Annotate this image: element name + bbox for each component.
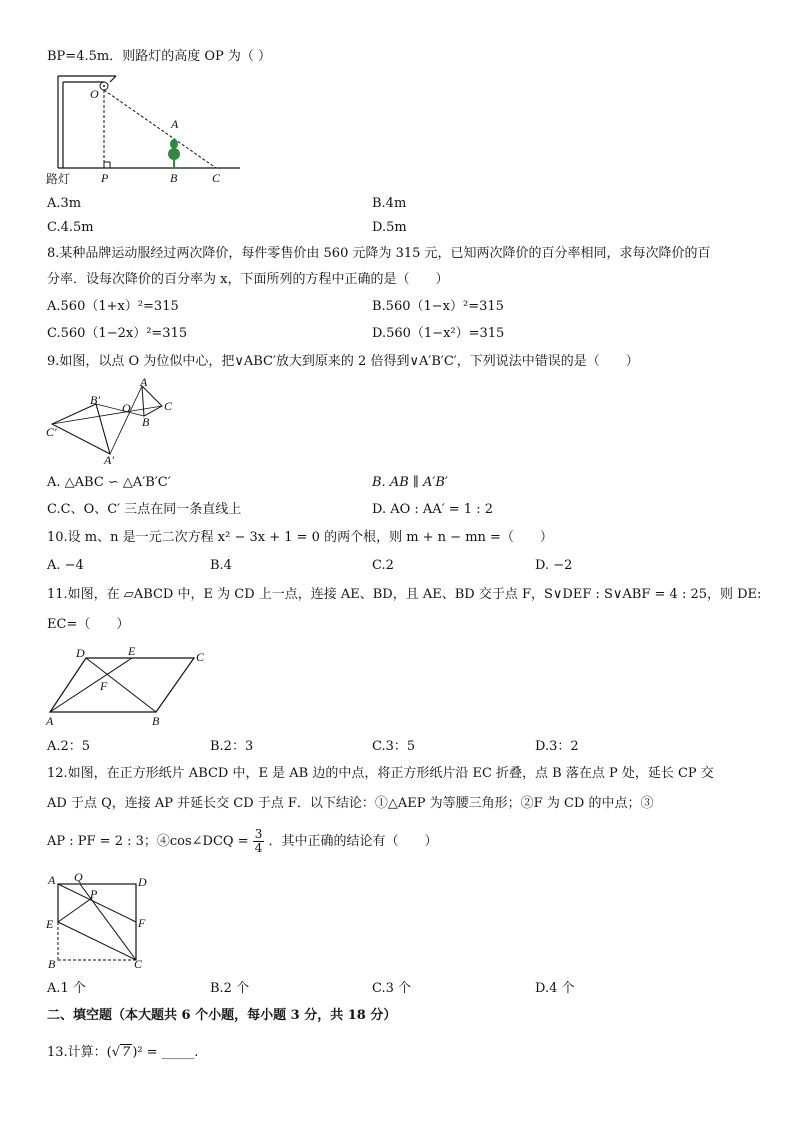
fraction-numerator: 3 [254,827,263,841]
label-C: C [134,957,143,970]
label-B-prime: B′ [90,393,100,407]
fraction-denominator: 4 [254,841,263,855]
q13-radicand: 7 [122,1045,131,1060]
square-fold-figure [44,870,154,970]
q10-option-d[interactable]: D. −2 [535,558,573,573]
q11-option-d[interactable]: D.3：2 [535,739,579,754]
section-heading: 二、填空题（本大题共 6 个小题，每小题 3 分，共 18 分） [47,1008,397,1023]
q11-stem-line2: EC=（ ） [47,617,130,632]
label-F: F [100,679,108,693]
q8-option-d[interactable]: D.560（1−x²）=315 [372,326,505,341]
q11-stem-line1: 11.如图，在 ▱ABCD 中，E 为 CD 上一点，连接 AE、BD，且 AE、BD 交于点 F，S∨DEF : S∨ABF = 4 : 25，则 DE: [47,587,762,602]
q7-option-d[interactable]: D.5m [372,220,407,235]
q9-stem: 9.如图，以点 O 为位似中心，把∨ABC′放大到原来的 2 倍得到∨A′B′C′，下列说法中错误的是（ ） [47,354,639,369]
streetlamp-figure [44,68,244,188]
q12-fraction [253,828,265,855]
label-C: C [164,399,173,413]
q10-option-c[interactable]: C.2 [372,558,394,573]
label-O: O [122,401,131,415]
label-C: C [212,171,221,185]
label-E: E [46,917,54,931]
q11-option-a[interactable]: A.2：5 [47,739,91,754]
q7-option-a[interactable]: A.3m [47,196,82,211]
q12-option-a[interactable]: A.1 个 [47,981,86,996]
parallelogram-figure [44,644,224,728]
label-D: D [76,646,85,660]
q7-option-b[interactable]: B.4m [372,196,407,211]
label-B: B [142,415,150,429]
label-P: P [90,887,98,901]
q12-stem-line3 [47,828,438,855]
q10-stem: 10.设 m、n 是一元二次方程 x² − 3x + 1 = 0 的两个根，则 m + n − mn =（ ） [47,530,553,545]
sqrt-sign: √ [111,1045,121,1060]
q7-stem-tail: BP=4.5m．则路灯的高度 OP 为（ ） [47,49,271,64]
label-E: E [128,644,136,658]
label-A: A [48,873,56,887]
q12-line3-a: AP : PF = 2 : 3；④cos∠DCQ = [47,834,249,849]
q12-stem-line2: AD 于点 Q，连接 AP 并延长交 CD 于点 F．以下结论：①△AEP 为等腰三角形；②F 为 CD 的中点；③ [47,796,654,811]
label-D: D [138,875,147,889]
label-A: A [140,376,148,389]
q7-option-c[interactable]: C.4.5m [47,220,94,235]
q10-option-b[interactable]: B.4 [210,558,232,573]
q11-option-c[interactable]: C.3：5 [372,739,416,754]
label-A: A [171,117,179,131]
label-P: P [101,171,109,185]
label-C-prime: C′ [46,425,57,439]
label-B: B [48,957,56,970]
q8-stem-line2: 分率．设每次降价的百分率为 x，下面所列的方程中正确的是（ ） [47,272,449,287]
q8-option-b[interactable]: B.560（1−x）²=315 [372,299,504,314]
label-B: B [170,171,178,185]
q12-option-b[interactable]: B.2 个 [210,981,250,996]
q9-option-b[interactable]: B. AB ∥ A′B′ [372,475,448,490]
label-A-prime: A′ [104,453,114,466]
q9-option-a[interactable]: A. △ABC ∽ △A′B′C′ [47,475,171,490]
q8-stem-line1: 8.某种品牌运动服经过两次降价，每件零售价由 560 元降为 315 元，已知两次降价的百分率相同，求每次降价的百 [47,246,711,261]
q9-option-c[interactable]: C.C、O、C′ 三点在同一条直线上 [47,502,242,517]
label-F: F [138,916,146,930]
q13-stem [47,1044,198,1062]
label-C: C [196,650,205,664]
label-B: B [152,714,160,728]
q11-option-b[interactable]: B.2：3 [210,739,254,754]
q8-option-c[interactable]: C.560（1−2x）²=315 [47,326,188,341]
label-A: A [46,714,54,728]
q10-option-a[interactable]: A. −4 [47,558,84,573]
q9-option-d[interactable]: D. AO : AA′ = 1 : 2 [372,502,493,517]
q13-prefix: 13.计算：( [47,1045,112,1060]
label-lamp: 路灯 [46,172,71,186]
q12-option-d[interactable]: D.4 个 [535,981,575,996]
q8-option-a[interactable]: A.560（1+x）²=315 [47,299,179,314]
q12-stem-line1: 12.如图，在正方形纸片 ABCD 中，E 是 AB 边的中点，将正方形纸片沿 EC 折叠，点 B 落在点 P 处，延长 CP 交 [47,766,714,781]
q12-option-c[interactable]: C.3 个 [372,981,412,996]
homothety-figure [44,376,184,466]
label-O: O [90,87,99,101]
label-Q: Q [74,870,83,884]
q13-suffix: )² = _____. [132,1045,199,1060]
q12-line3-b: ．其中正确的结论有（ ） [268,834,438,849]
